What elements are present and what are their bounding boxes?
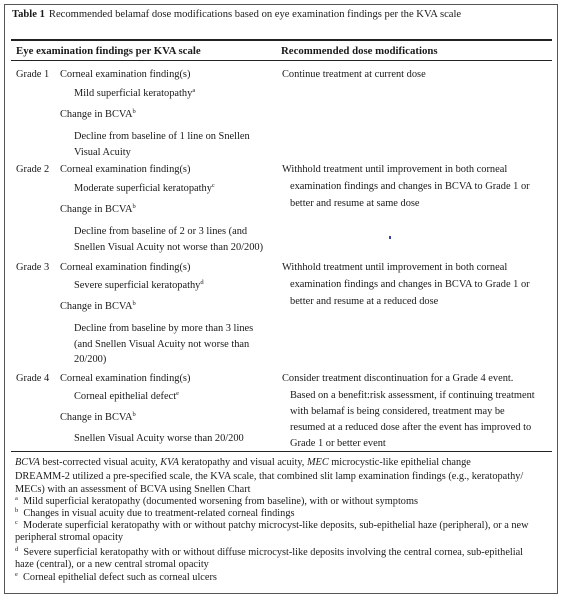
bcva-criteria-line: Visual Acuity <box>74 147 131 158</box>
bcva-criteria-line: Decline from baseline of 2 or 3 lines (and <box>74 226 248 237</box>
corneal-finding-label: Corneal examination finding(s) <box>60 262 191 273</box>
footnote-d-continuation: haze (central), or a new central stromal opacity <box>15 559 209 570</box>
corneal-finding-label: Corneal examination finding(s) <box>60 164 191 175</box>
corneal-finding: Moderate superficial keratopathy$^c$ <box>74 182 215 194</box>
recommendation-line: Withhold treatment until improvement in both corneal <box>282 164 508 175</box>
bcva-label: Change in BCVA$^b$ <box>60 411 136 423</box>
recommendation-line: better and resume at same dose <box>290 198 420 209</box>
footnote-b: $^b$ Changes in visual acuity due to treatment-related corneal findings <box>15 507 295 519</box>
corneal-finding-label: Corneal examination finding(s) <box>60 373 191 384</box>
recommendation-line: Continue treatment at current dose <box>282 69 426 80</box>
recommendation-line: Consider treatment discontinuation for a Grade 4 event. <box>282 373 514 384</box>
bcva-criteria-line: 20/200) <box>74 354 107 365</box>
top-rule <box>11 39 552 41</box>
stray-mark <box>389 236 391 239</box>
footnote-c-continuation: peripheral stromal opacity <box>15 532 124 543</box>
column-header-findings: Eye examination findings per KVA scale <box>16 45 201 57</box>
abbreviations-footnote: BCVA best-corrected visual acuity, KVA keratopathy and visual acuity, MEC microcystic-like epithelial change <box>15 457 471 468</box>
grade-label: Grade 3 <box>16 262 50 273</box>
footnote-e: $^e$ Corneal epithelial defect such as corneal ulcers <box>15 571 217 583</box>
bcva-criteria-line: Decline from baseline by more than 3 lines <box>74 323 254 334</box>
footnote-a: $^a$ Mild superficial keratopathy (documented worsening from baseline), with or without symptoms <box>15 495 418 507</box>
bcva-criteria-line: Snellen Visual Acuity worse than 20/200 <box>74 433 244 444</box>
table-bottom-rule <box>11 451 552 452</box>
table-label: Table 1 <box>12 9 45 20</box>
footnote-d: $^d$ Severe superficial keratopathy with or without diffuse microcyst-like deposits involving the central cornea, sub-epithelial <box>15 546 524 558</box>
bcva-criteria-line: (and Snellen Visual Acuity not worse than <box>74 339 250 350</box>
table-caption <box>12 9 461 20</box>
recommendation-line: with belamaf is being considered, treatment may be <box>290 406 505 417</box>
recommendation-line: resumed at a reduced dose after the event has improved to <box>290 422 532 433</box>
corneal-finding: Corneal epithelial defect$^e$ <box>74 390 180 402</box>
bcva-criteria-line: Decline from baseline of 1 line on Snellen <box>74 131 250 142</box>
corneal-finding-label: Corneal examination finding(s) <box>60 69 191 80</box>
recommendation-line: better and resume at a reduced dose <box>290 296 439 307</box>
table-title: Recommended belamaf dose modifications based on eye examination findings per the KVA scale <box>48 9 462 20</box>
corneal-finding: Severe superficial keratopathy$^d$ <box>74 279 204 291</box>
column-header-recommendations: Recommended dose modifications <box>281 45 438 57</box>
grade-label: Grade 2 <box>16 164 50 175</box>
header-rule <box>11 60 552 61</box>
footnote-c: $^c$ Moderate superficial keratopathy with or without patchy microcyst-like deposits, sub-epithelial haze (peripheral), or a new <box>15 519 529 531</box>
scale-footnote-line: DREAMM-2 utilized a pre-specified scale, the KVA scale, that combined slit lamp examination findings (e.g., keratopathy/ <box>15 471 524 482</box>
recommendation-line: Based on a benefit:risk assessment, if continuing treatment <box>290 390 535 401</box>
grade-label: Grade 1 <box>16 69 50 80</box>
recommendation-line: Grade 1 or better event <box>290 438 386 449</box>
scale-footnote-line: MECs) with an assessment of BCVA using Snellen Chart <box>15 484 251 495</box>
recommendation-line: Withhold treatment until improvement in both corneal <box>282 262 508 273</box>
bcva-label: Change in BCVA$^b$ <box>60 108 136 120</box>
bcva-label: Change in BCVA$^b$ <box>60 203 136 215</box>
corneal-finding: Mild superficial keratopathy$^a$ <box>74 87 196 99</box>
recommendation-line: examination findings and changes in BCVA to Grade 1 or <box>290 279 530 290</box>
bcva-criteria-line: Snellen Visual Acuity not worse than 20/200) <box>74 242 264 253</box>
bcva-label: Change in BCVA$^b$ <box>60 300 136 312</box>
grade-label: Grade 4 <box>16 373 50 384</box>
recommendation-line: examination findings and changes in BCVA to Grade 1 or <box>290 181 530 192</box>
